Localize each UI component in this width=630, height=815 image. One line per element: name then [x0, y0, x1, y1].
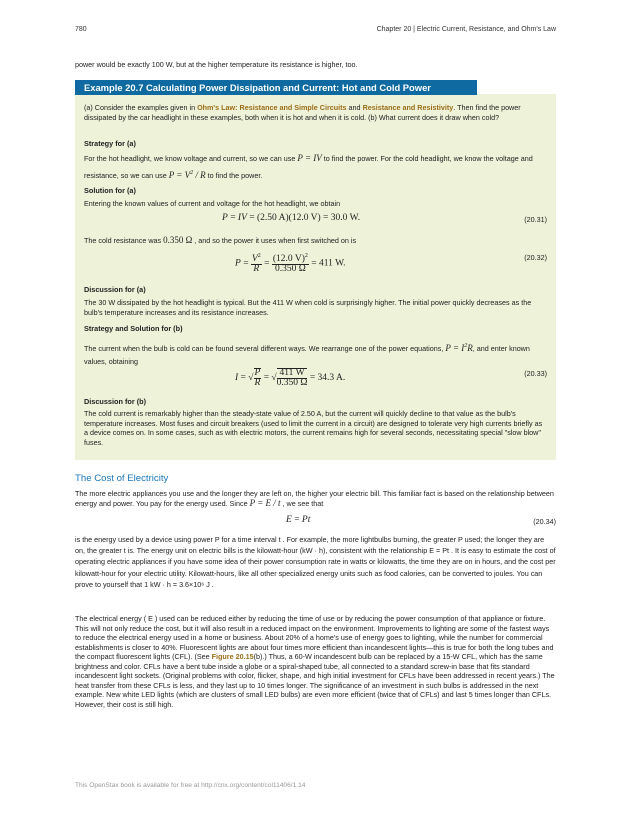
eq-p-iv: P = IV [297, 153, 322, 163]
discussion-b-heading: Discussion for (b) [84, 397, 147, 406]
intro-line: power would be exactly 100 W, but at the higher temperature its resistance is higher, too. [75, 60, 358, 69]
eq-p-i2r: $P = I^2R$ [445, 343, 473, 353]
equation-number-34: (20.34) [533, 517, 556, 526]
strategy-a-heading: Strategy for (a) [84, 139, 136, 148]
footer-text: This OpenStax book is available for free at http://cnx.org/content/col11406/1.14 [75, 782, 306, 789]
solution-a-heading: Solution for (a) [84, 186, 136, 195]
equation-20-31: P = IV = (2.50 A)(12.0 V) = 30.0 W. [222, 213, 361, 223]
equation-number-32: (20.32) [524, 253, 547, 262]
equation-20-34: E = Pt [286, 515, 311, 525]
example-title: Example 20.7 Calculating Power Dissipation and Current: Hot and Cold Power [75, 80, 477, 95]
discussion-a-text: The 30 W dissipated by the hot headlight is typical. But the 411 W when cold is surprisingly higher. The initial power quickly decreases as the bulb's temperature increases and its resistance increases. [84, 298, 532, 317]
page-number: 780 [75, 26, 87, 33]
equation-20-32: P = $\frac{V^2}{R}$ = $\frac{(12.0 V)^2}{0.350 \Omega}$ = 411 W. [235, 253, 346, 275]
chapter-header: Chapter 20 | Electric Current, Resistance, and Ohm's Law [376, 26, 556, 33]
equation-number-33: (20.33) [524, 369, 547, 378]
cost-paragraph-2: is the energy used by a device using power P for a time interval t . For example, the more lightbulbs burning, the greater P used; the longer they are on, the greater t is. The energy unit on electric bills is the kilowatt-hour (kW · h), consistent with the relationship E = Pt . It is easy to estimate the cost of operating electric appliances if you have some idea of their power consumption rate in watts or kilowatts, the time they are on in hours, and the cost per kilowatt-hour for your electric utility. Kilowatt-hours, like all other specialized energy units such as food calories, can be converted to joules. You can prove to yourself that 1 kW · h = 3.6×10⁶ J . [75, 535, 556, 589]
strategy-b-text: The current when the bulb is cold can be found several different ways. We rearrange one of the power equations, $P = I^2R$, and enter known values, obtaining [84, 343, 530, 366]
link-ohms-law[interactable]: Ohm's Law: Resistance and Simple Circuits [197, 103, 347, 112]
cost-paragraph-1: The more electric appliances you use and the longer they are left on, the higher your electric bill. This familiar fact is based on the relationship between energy and power. You pay for the energy used. Since P = E / t , we see that [75, 489, 554, 508]
example-problem: (a) Consider the examples given in Ohm's Law: Resistance and Simple Circuits and Resistance and Resistivity. Then find the power dissipated by the car headlight in these examples, both when it is hot and when it is cold. (b) What current does it draw when cold? [84, 103, 521, 122]
strategy-a-text: For the hot headlight, we know voltage and current, so we can use P = IV to find the power. For the cold headlight, we know the voltage and resistance, so we can use $P = V^2 / R$ to find the power. [84, 153, 533, 180]
discussion-b-text: The cold current is remarkably higher than the steady-state value of 2.50 A, but the current will quickly decline to that value as the bulb's temperature increases. Most fuses and circuit breakers (used to limit the current in a circuit) are designed to tolerate very high currents briefly as a device comes on. In some cases, such as with electric motors, the current remains high for several seconds, necessitating special "slow blow" fuses. [84, 409, 543, 447]
solution-a-text: Entering the known values of current and voltage for the hot headlight, we obtain [84, 199, 341, 208]
cold-resistance-text: The cold resistance was 0.350 Ω , and so the power it uses when first switched on is [84, 235, 357, 245]
strategy-b-heading: Strategy and Solution for (b) [84, 324, 183, 333]
link-figure-20-15[interactable]: Figure 20.15 [211, 652, 254, 661]
example-box [75, 94, 556, 460]
equation-20-33: I = √ $\frac{P}{R}$ = √ $\frac{411 W}{0.350 \Omega}$ = 34.3 A. [235, 368, 346, 388]
eq-p-v2r: $P = V^2 / R$ [168, 170, 206, 180]
equation-number-31: (20.31) [524, 215, 547, 224]
cost-paragraph-3: The electrical energy ( E ) used can be reduced either by reducing the time of use or by reducing the power consumption of that appliance or fixture. This will not only reduce the cost, but it will also result in a reduced impact on the environment. Improvements to lighting are some of the fastest ways to reduce the electrical energy used in a home or business. About 20% of a home's use of energy goes to lighting, while the number for commercial establishments is closer to 40%. Fluorescent lights are about four times more efficient than incandescent lights—this is true for both the long tubes and the compact fluorescent lights (CFL). (See Figure 20.15(b).) Thus, a 60-W incandescent bulb can be replaced by a 15-W CFL, which has the same brightness and color. CFLs have a bent tube inside a globe or a spiral-shaped tube, all connected to a standard screw-in base that fits standard incandescent light sockets. (Original problems with color, flicker, shape, and high initial investment for CFLs have been addressed in recent years.) The heat transfer from these CFLs is less, and they last up to 10 times longer. The significance of an investment in such bulbs is addressed in the next example. New white LED lights (which are clusters of small LED bulbs) are even more efficient (twice that of CFLs) and last 5 times longer than CFLs. However, their cost is still high. [75, 614, 555, 709]
discussion-a-heading: Discussion for (a) [84, 285, 146, 294]
section-title-cost: The Cost of Electricity [75, 473, 169, 484]
link-resistance[interactable]: Resistance and Resistivity [362, 103, 454, 112]
